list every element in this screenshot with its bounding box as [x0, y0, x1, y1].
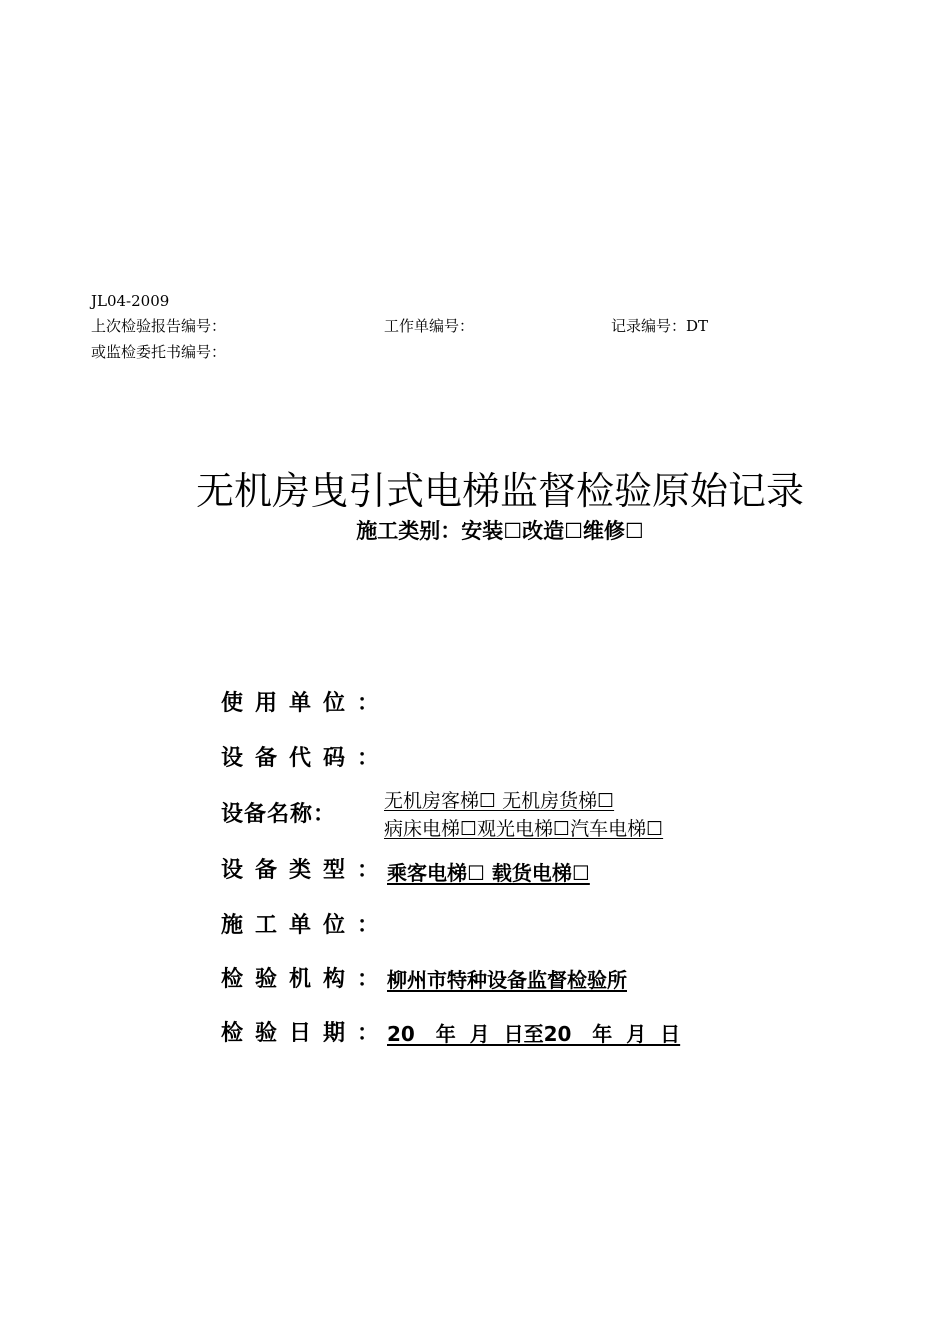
inspection-date-value: 20 年 月 日至20 年 月 日: [387, 1022, 681, 1046]
inspection-organization-label: 检验机构：: [221, 967, 392, 992]
document-title: 无机房曳引式电梯监督检验原始记录: [195, 469, 804, 513]
previous-report-number-label: 上次检验报告编号：: [91, 317, 227, 335]
device-code-label: 设备代码：: [221, 746, 392, 771]
construction-unit-label: 施工单位：: [221, 913, 392, 938]
inspection-organization-value: 柳州市特种设备监督检验所: [387, 968, 627, 992]
device-name-options-line2: 病床电梯☐观光电梯☐汽车电梯☐: [384, 818, 664, 840]
record-number-label: 记录编号：DT: [611, 317, 709, 335]
inspection-date-label: 检验日期：: [221, 1021, 392, 1046]
document-code: JL04-2009: [91, 292, 170, 310]
work-order-number-label: 工作单编号：: [384, 317, 475, 335]
construction-type: 施工类别：安装☐改造☐维修☐: [356, 519, 644, 543]
device-name-options-line1: 无机房客梯☐ 无机房货梯☐: [384, 790, 615, 812]
device-type-value: 乘客电梯☐ 载货电梯☐: [387, 861, 590, 885]
user-unit-label: 使用单位：: [221, 691, 392, 716]
entrustment-number-label: 或监检委托书编号：: [91, 343, 227, 361]
device-name-label: 设备名称：: [221, 802, 337, 827]
device-type-label: 设备类型：: [221, 858, 392, 883]
